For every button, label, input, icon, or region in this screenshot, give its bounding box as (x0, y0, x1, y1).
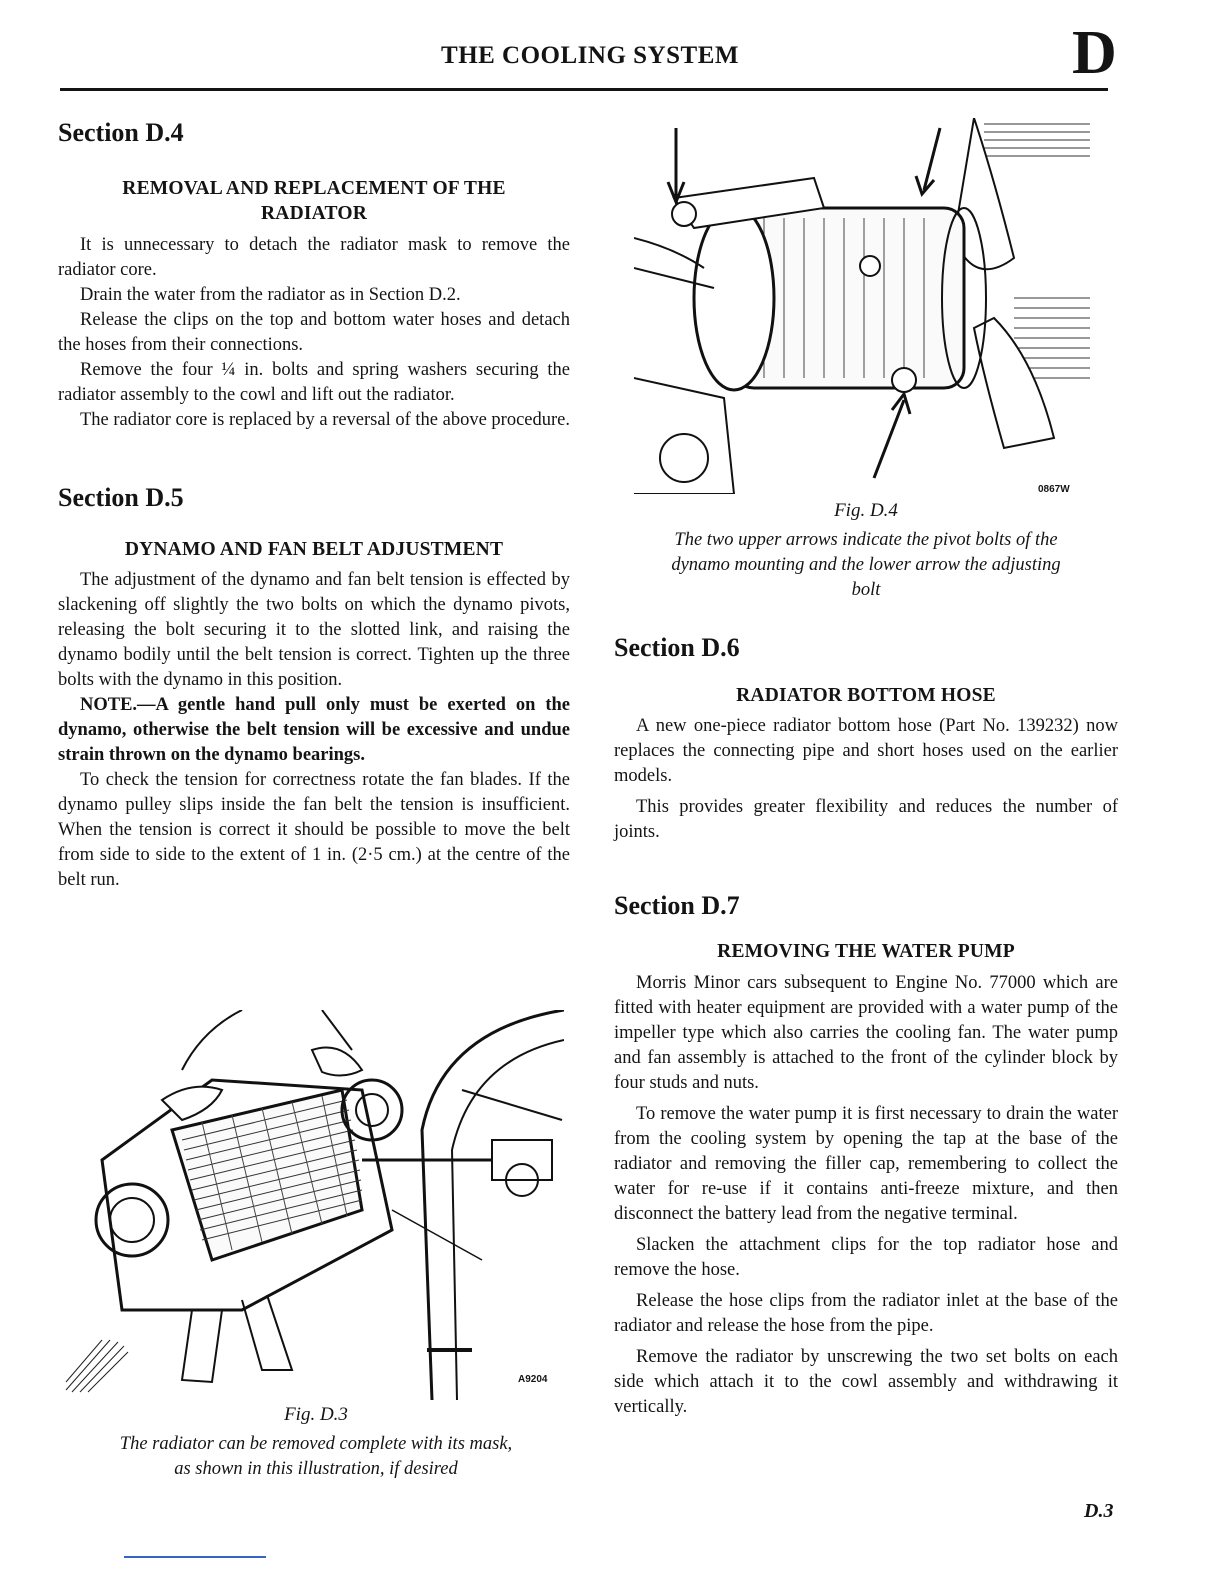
chapter-letter: D (1072, 19, 1117, 87)
fig-d4-label: Fig. D.4 (834, 500, 898, 521)
right-column (614, 500, 1118, 1420)
header-rule (60, 88, 1108, 91)
d4-paragraph: Release the clips on the top and bottom water hoses and detach the hoses from their connections. (58, 309, 570, 355)
d7-paragraph: To remove the water pump it is first necessary to drain the water from the cooling system by opening the tap at the base of the radiator and removing the filler cap, remembering to collect the water for re-use if it contains anti-freeze mixture, and then disconnect the battery lead from the negative terminal. (614, 1103, 1118, 1224)
d5-note: NOTE.—A gentle hand pull only must be exerted on the dynamo, otherwise the belt tension will be excessive and undue strain thrown on the dynamo bearings. (58, 695, 570, 766)
section-d4-subtitle-line2: RADIATOR (261, 203, 367, 225)
left-column (58, 118, 570, 893)
fig-d4-caption-line2: dynamo mounting and the lower arrow the adjusting (671, 555, 1061, 575)
fig-d3-label: Fig. D.3 (284, 1404, 348, 1425)
d6-paragraph: A new one-piece radiator bottom hose (Part No. 139232) now replaces the connecting pipe and short hoses used on the earlier models. (614, 716, 1118, 787)
fig-d3-code: A9204 (518, 1374, 548, 1385)
section-d5-subtitle: DYNAMO AND FAN BELT ADJUSTMENT (124, 538, 504, 560)
d4-paragraph: The radiator core is replaced by a reversal of the above procedure. (80, 409, 570, 430)
d6-paragraph: This provides greater flexibility and reduces the number of joints. (614, 797, 1118, 843)
d4-paragraph: It is unnecessary to detach the radiator mask to remove the radiator core. (58, 234, 570, 280)
d7-paragraph: Morris Minor cars subsequent to Engine No. 77000 which are fitted with heater equipment are provided with a water pump of the impeller type which also carries the cooling fan. The water pump and fan assembly is attached to the front of the cylinder block by four studs and nuts. (614, 972, 1118, 1093)
running-header: THE COOLING SYSTEM (441, 42, 739, 69)
fig-d4-caption-line3: bolt (851, 580, 881, 600)
fig-d3-caption-line2: as shown in this illustration, if desired (174, 1459, 458, 1479)
section-d6-subtitle: RADIATOR BOTTOM HOSE (736, 685, 996, 706)
d5-paragraph: To check the tension for correctness rotate the fan blades. If the dynamo pulley slips inside the fan belt the tension is insufficient. When the tension is correct it should be possible to move the belt from side to side to the extent of 1 in. (2·5 cm.) at the centre of the belt run. (58, 770, 570, 891)
section-d4-title: Section D.4 (58, 118, 184, 147)
d5-paragraph: The adjustment of the dynamo and fan belt tension is effected by slackening off slightly the two bolts on which the dynamo pivots, releasing the bolt securing it to the slotted link, and raising the dynamo bodily until the belt tension is correct. Tighten up the three bolts with the dynamo in this position. (58, 570, 570, 691)
footer-line (124, 1556, 266, 1558)
fig-d4-code: 0867W (1038, 484, 1070, 495)
page-number: D.3 (1084, 1500, 1114, 1522)
d7-paragraph: Remove the radiator by unscrewing the two set bolts on each side which attach it to the cowl assembly and withdrawing it vertically. (614, 1346, 1118, 1417)
fig-d3-illustration (62, 1010, 564, 1400)
d4-paragraph: Remove the four ¼ in. bolts and spring washers securing the radiator assembly to the cowl and lift out the radiator. (58, 359, 570, 405)
section-d5-title: Section D.5 (58, 482, 184, 512)
d7-paragraph: Release the hose clips from the radiator inlet at the base of the radiator and release the hose from the pipe. (614, 1290, 1118, 1336)
section-d6-title: Section D.6 (614, 633, 740, 662)
fig-d3-caption-line1: The radiator can be removed complete with its mask, (119, 1434, 513, 1454)
fig-d3-caption-block (60, 1404, 572, 1482)
section-d7-subtitle: REMOVING THE WATER PUMP (717, 941, 1015, 963)
section-d4-subtitle-line1: REMOVAL AND REPLACEMENT OF THE (122, 178, 506, 199)
d7-paragraph: Slacken the attachment clips for the top radiator hose and remove the hose. (614, 1234, 1118, 1280)
section-d7-title: Section D.7 (614, 891, 740, 921)
fig-d4-illustration (634, 118, 1090, 494)
fig-d4-caption-line1: The two upper arrows indicate the pivot bolts of the (674, 530, 1058, 550)
d4-paragraph: Drain the water from the radiator as in Section D.2. (80, 284, 461, 305)
